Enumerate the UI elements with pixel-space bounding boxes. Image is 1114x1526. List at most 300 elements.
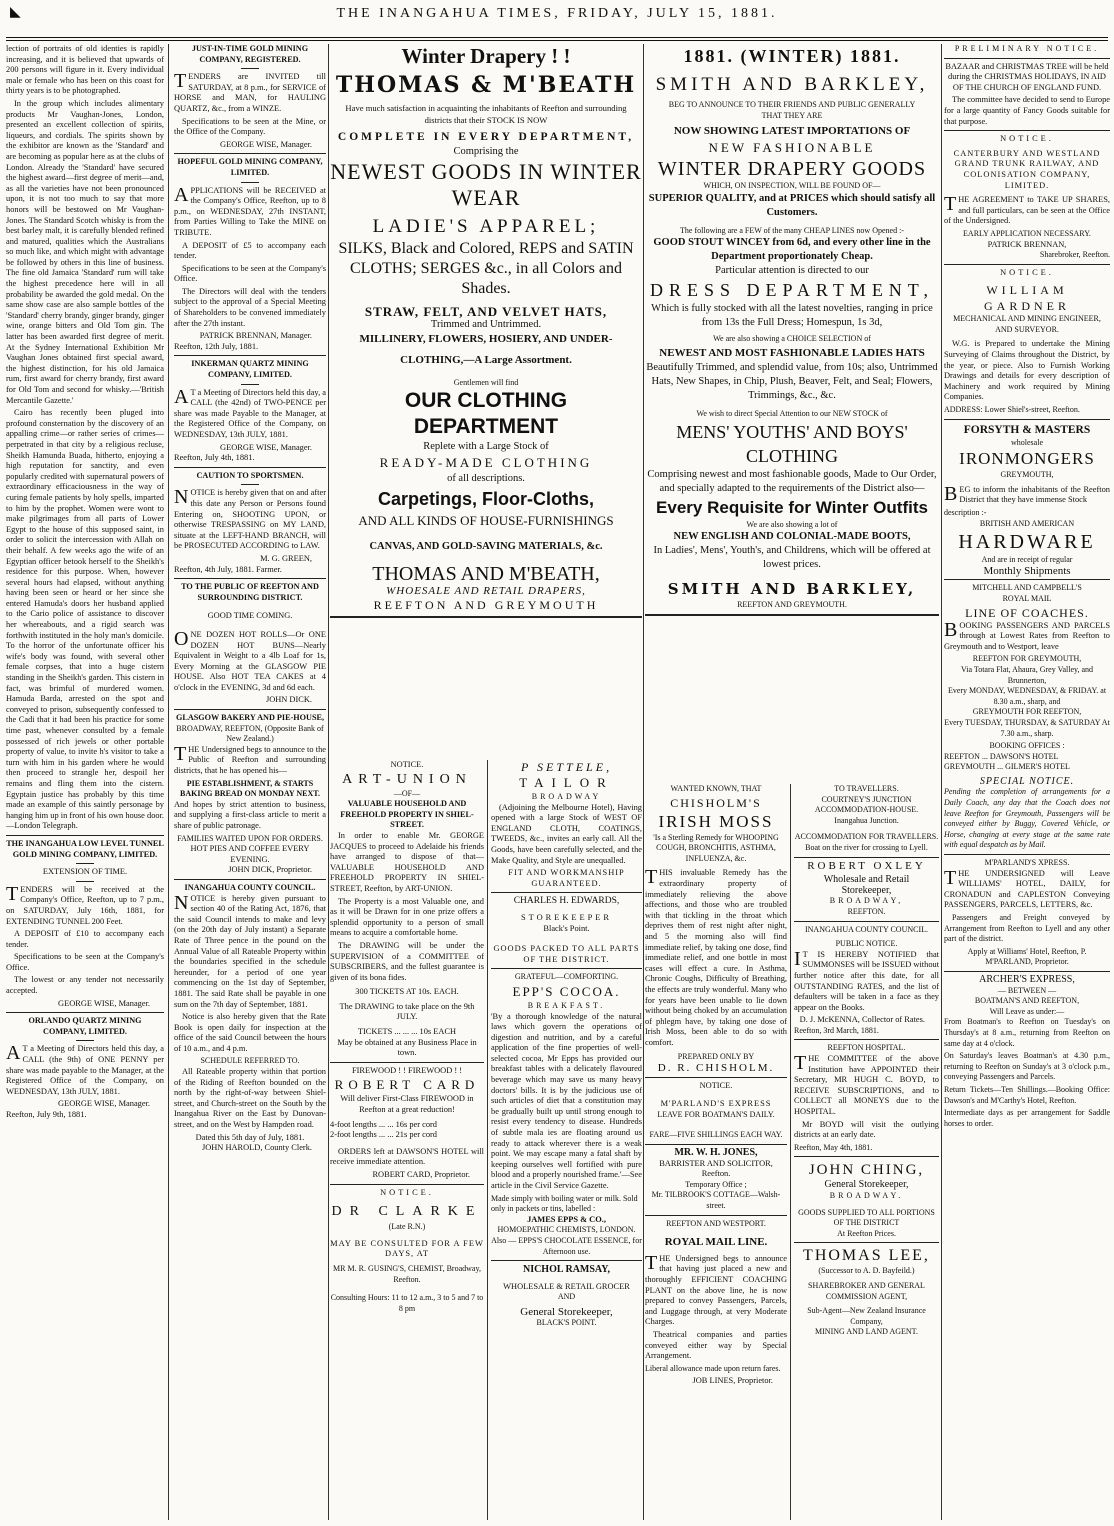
masthead-rule <box>6 37 1108 41</box>
ad-line: BRITISH AND AMERICAN <box>979 518 1075 528</box>
ad-line: description :- <box>944 508 987 517</box>
column-divider <box>328 44 329 1520</box>
column-divider <box>487 760 488 1520</box>
ad-body: And hopes by strict attention to business, and supplying a first-class article to merit a share of public patronage. <box>174 799 326 830</box>
divider <box>794 857 939 858</box>
ad-line: We are also showing a CHOICE SELECTION of <box>713 334 871 344</box>
ad-line: We are also showing a lot of <box>746 519 838 529</box>
ad-body: Mr BOYD will visit the outlying districts at an early date. <box>794 1119 939 1140</box>
ad-line: FIT AND WORKMANSHIP GUARANTEED. <box>508 868 625 888</box>
ad-heading: NOTICE. <box>699 1080 733 1090</box>
ad-line: WANTED KNOWN, THAT <box>670 784 762 793</box>
ad-line: wholesale <box>1011 437 1043 447</box>
masthead <box>0 0 1114 40</box>
ad-line: Storekeeper, <box>841 884 892 896</box>
ad-line: BROADWAY <box>531 792 602 801</box>
divider <box>76 863 94 864</box>
ad-line: HOMOEPATHIC CHEMISTS, LONDON. <box>497 1225 636 1235</box>
ad-lowest: The lowest or any tender not necessarily accepted. <box>6 975 164 996</box>
ad-firm-name: THOMAS & M'BEATH <box>335 72 637 98</box>
ad-line: The following are a FEW of the many CHEAP LINES now Opened :- <box>680 225 904 235</box>
signature: D. J. McKENNA, Collector of Rates. <box>799 1015 925 1025</box>
divider <box>794 1156 939 1157</box>
col4-right-sub <box>794 784 939 1520</box>
ad-title: COURTNEY'S JUNCTION ACCOMMODATION-HOUSE. <box>814 794 919 815</box>
ad-title: DR CLARKE <box>331 1204 483 1220</box>
ad-line: ACCOMMODATION FOR TRAVELLERS. <box>794 832 939 842</box>
ad-line: REEFTON. <box>847 906 886 916</box>
ad-line: Consulting Hours: 11 to 12 a.m., 3 to 5 and 7 to 8 pm <box>330 1293 484 1313</box>
ad-line: We wish to direct Special Attention to our NEW STOCK of <box>696 408 888 418</box>
ad-date: Dated this 5th day of July, 1881. <box>195 1132 305 1142</box>
ad-title: ART-UNION <box>342 771 472 787</box>
ad-body: On Saturday's leaves Boatman's at 4.30 p.m., returning to Reefton on Sunday's at 3 o'clock p.m., conveying Passengers and Parcels. <box>944 1051 1110 1082</box>
ad-line: of all descriptions. <box>447 473 525 485</box>
ad-body: 'By a thorough knowledge of the natural laws which govern the operations of digestion and nutrition, and by a careful application of the fine properties of well-selected cocoa, Mr Epps has provided our breakfast tables with a delicately flavoured beverage which may save us many heavy doctors' bills. It is by the judicious use of such articles of diet that a constitution may be gradually built up until strong enough to resist every tendency to disease. Hundreds of subtle mala ies are floating around us ready to attack wherever there is a weak point. We may escape many a fatal shaft by keeping ourselves well fortified with pure blood and a properly nourished frame.'—See article in the Civil Service Gazette. <box>491 1011 642 1190</box>
divider <box>645 614 939 616</box>
ad-line: In Ladies', Mens', Youth's, and Childrens, which will be offered at lowest prices. <box>653 545 931 571</box>
signature: ROBERT CARD, Proprietor. <box>372 1170 470 1179</box>
divider <box>645 1077 787 1078</box>
signature: PATRICK BRENNAN, Manager. <box>199 331 312 341</box>
col3-right-sub <box>491 760 642 1520</box>
ad-line: NEW ENGLISH AND COLONIAL-MADE BOOTS, <box>673 531 911 543</box>
ad-line: Every TUESDAY, THURSDAY, & SATURDAY At 7.30 a.m., sharp. <box>944 717 1110 738</box>
ad-title: ROBERT CARD <box>334 1077 480 1093</box>
ad-heading: NOTICE. <box>1000 134 1054 144</box>
ad-body: ONE DOZEN HOT ROLLS—Or ONE DOZEN HOT BUNS—Nearly Equivalent in Weight to a 4lb Loaf for 1s, Every Morning at the GLASGOW PIE HOUSE. Also HOT TEA CAKES at 4 o'clock in the EVENING, 3d and 6d each. <box>174 627 326 692</box>
ad-intro: Have much satisfaction in acquainting the inhabitants of Reefton and surrounding districts that their STOCK IS NOW <box>345 103 627 125</box>
ad-specs: Specifications to be seen at the Company's Office. <box>6 952 164 972</box>
divider <box>76 1040 94 1041</box>
ad-body: AT a Meeting of Directors held this day, a CALL (the 9th) of ONE PENNY per share was made payable to the Manager, at the Registered Office of the Company, on WEDNESDAY, 13th JULY, 1881. <box>6 1042 164 1096</box>
divider <box>944 854 1110 855</box>
ad-specs: Specifications to be seen at the Company's Office. <box>174 263 326 284</box>
divider <box>174 879 326 880</box>
ad-line: MAY BE CONSULTED FOR A FEW DAYS, AT <box>330 1238 484 1259</box>
ad-line: LEAVE FOR BOATMAN'S DAILY. <box>657 1109 775 1119</box>
ad-body: The Property is a most Valuable one, and as it will be Drawn for in one prize offers a splendid opportunity to a person of small means to acquire a comfortable home. <box>330 896 484 938</box>
divider <box>944 579 1110 580</box>
ad-line: 300 TICKETS AT 10s. EACH. <box>355 987 459 997</box>
ad-line: General Storekeeper, <box>824 1179 909 1191</box>
ad-date: Reefton, July 4th, 1881. <box>174 453 255 463</box>
ad-line: PATRICK BRENNAN, <box>987 239 1067 249</box>
ad-heading: ORLANDO QUARTZ MINING COMPANY, LIMITED. <box>28 1016 142 1036</box>
ad-body: In order to enable Mr. GEORGE JACQUES to proceed to Adelaide his friends have arranged to dispose of that— VALUABLE HOUSEHOLD AND FREEHOLD PROPERTY IN SHIEL-STREET, Reefton, by ART-UNION. <box>330 830 484 893</box>
ad-body: THE AGREEMENT to TAKE UP SHARES, and full particulars, can be seen at the Office of the Undersigned. <box>944 193 1110 226</box>
ad-line: Particular attention is directed to our <box>715 265 869 277</box>
divider <box>944 130 1110 131</box>
divider <box>491 892 642 893</box>
ad-heading: JUST-IN-TIME GOLD MINING COMPANY, REGISTERED. <box>191 44 309 64</box>
ad-line: FARE—FIVE SHILLINGS EACH WAY. <box>649 1130 783 1140</box>
ad-line: ROYAL MAIL <box>1002 593 1052 603</box>
ad-line: The DRAWING to take place on the 9th JULY. <box>339 1001 475 1022</box>
ad-body: (Adjoining the Melbourne Hotel), Having opened with a large Stock of WEST OF ENGLAND CLOTH, COATINGS, TWEEDS, &c., invites an early call. All the Goods, have been carefully selected, and the Make Quality, and Style are unequalled. <box>491 802 642 865</box>
divider <box>241 384 259 385</box>
ad-line: WHICH, ON INSPECTION, WILL BE FOUND OF— <box>703 181 881 191</box>
ad-body: APPLICATIONS will be RECEIVED at the Company's Office, Reefton, up to 8 p.m., on WEDNESDAY, 27th INSTANT, from Parties Willing to Take the MINE on TRIBUTE. <box>174 183 326 237</box>
ad-heading: SPECIAL NOTICE. <box>979 775 1075 787</box>
ad-date: Reefton, July 9th, 1881. <box>6 1110 87 1119</box>
ad-line: BLACK'S POINT. <box>536 1317 597 1327</box>
ad-body: Passengers and Freight conveyed by Arrangement from Reefton to Lyell and any other part of the district. <box>944 913 1110 944</box>
ad-line: OUR CLOTHING DEPARTMENT <box>404 389 568 439</box>
signature: GEORGE WISE, Manager. <box>220 442 312 452</box>
ad-directors: The Directors will deal with the tenders subject to the approval of a Special Meeting of Shareholders to be convened immediately after the 27th instant. <box>174 286 326 328</box>
ad-line: GREYMOUTH, <box>1000 470 1054 480</box>
ad-title: HARDWARE <box>958 531 1096 554</box>
page-title: THE INANGAHUA TIMES, FRIDAY, JULY 15, 1881. <box>336 6 778 21</box>
ad-body: TENDERS are INVITED till SATURDAY, at 8 p.m., for SERVICE of HORSE and MAN, for HAULING QUARTZ, &c., from a WINZE. <box>174 70 326 113</box>
ad-line: Made simply with boiling water or milk. Sold only in packets or tins, labelled : <box>491 1193 638 1214</box>
ad-line: Monthly Shipments <box>983 564 1071 577</box>
ad-firm-name: SMITH AND BARKLEY, <box>655 74 929 95</box>
ad-line: TICKETS ... ... ... 10s EACH <box>357 1027 457 1037</box>
ad-heading: CAUTION TO SPORTSMEN. <box>196 470 304 480</box>
divider <box>241 182 259 183</box>
ad-body: TENDERS will be received at the Company's Office, Reefton, up to 7 p.m., on SATURDAY, July 16th, 1881, for EXTENDING TUNNEL 200 Feet. <box>6 882 164 926</box>
ad-body: Intermediate days as per arrangement for Saddle horses to order. <box>944 1108 1110 1128</box>
ad-line: GOODS PACKED TO ALL PARTS OF THE DISTRICT. <box>493 944 640 964</box>
ad-line: Gentlemen will find <box>453 377 519 387</box>
ad-line: STOREKEEPER <box>520 912 612 922</box>
ad-title: NICHOL RAMSAY, <box>522 1264 611 1276</box>
ad-title: CHARLES H. EDWARDS, <box>513 896 620 907</box>
ad-line: AND <box>557 1292 576 1302</box>
ad-line: WHOESALE AND RETAIL DRAPERS, <box>386 585 586 598</box>
ad-line: FAMILIES WAITED UPON FOR ORDERS. <box>177 833 323 843</box>
divider <box>241 68 259 69</box>
signature: JOB LINES, Proprietor. <box>692 1376 773 1386</box>
ad-line: Carpetings, Floor-Cloths, <box>378 489 594 510</box>
signature: M. G. GREEN, <box>260 553 312 563</box>
ad-line: Mr. TILBROOK'S COTTAGE—Walsh-street. <box>651 1190 781 1210</box>
ad-line: GREYMOUTH FOR REEFTON, <box>972 707 1082 717</box>
divider <box>944 419 1110 420</box>
ad-line: And are in receipt of regular <box>981 555 1073 565</box>
column-1 <box>6 44 164 1520</box>
divider <box>794 1242 939 1243</box>
column-4 <box>645 44 939 1520</box>
ad-headline: 1881. (WINTER) 1881. <box>683 46 901 66</box>
ad-line: Black's Point. <box>543 923 590 933</box>
ad-heading: ARCHER'S EXPRESS, <box>979 973 1075 985</box>
ad-line: Sub-Agent—New Zealand Insurance Company, <box>807 1306 926 1326</box>
ad-line: REEFTON ... DAWSON'S HOTEL <box>944 751 1059 761</box>
ad-heading: TO THE PUBLIC OF REEFTON AND SURROUNDING DISTRICT. <box>181 582 319 602</box>
ad-line: NOW SHOWING LATEST IMPORTATIONS OF <box>673 125 911 138</box>
ad-body: W.G. is Prepared to undertake the Mining Surveying of Claims throughout the District, by the year, or piece. Also to Furnish Working Drawings and details for every description of Machinery and work required by Mining Companies. <box>944 339 1110 402</box>
ad-line: SHAREBROKER AND GENERAL COMMISSION AGENT, <box>808 1280 925 1301</box>
ad-firm-name: SMITH AND BARKLEY, <box>667 580 917 599</box>
ad-line: REEFTON AND GREYMOUTH. <box>737 600 847 610</box>
ad-line: Inangahua Junction. <box>834 815 899 825</box>
ad-body: ORDERS left at DAWSON'S HOTEL will receive immediate attention. <box>330 1146 484 1167</box>
ad-body: THE UNDERSIGNED will Leave WILLIAMS' HOTEL, DAILY, for CRONADUN and CAPLESTON Conveying PASSENGERS, PARCELS, LETTERS, &c. <box>944 866 1110 910</box>
divider <box>76 881 94 882</box>
ad-line: COMPLETE IN EVERY DEPARTMENT, <box>337 131 635 143</box>
ad-heading: M'PARLAND'S XPRESS. <box>984 858 1070 868</box>
ad-line: BROADWAY. <box>829 1191 904 1200</box>
divider <box>174 355 326 356</box>
ad-body: Return Tickets—Ten Shillings.—Booking Office: Dawson's and M'Carthy's Hotel, Reefton. <box>944 1084 1110 1105</box>
ad-line: BOOKING OFFICES : <box>989 741 1065 751</box>
ad-body: The DRAWING will be under the SUPERVISION of a COMMITTEE of SUBSCRIBERS, and the fullest guarantee is given of its bona fides. <box>330 940 484 982</box>
divider <box>174 153 326 154</box>
ad-line: NEWEST AND MOST FASHIONABLE LADIES HATS <box>659 346 925 359</box>
ad-line: GRATEFUL—COMFORTING. <box>514 972 619 982</box>
ad-line: Comprising newest and most fashionable goods, Made to Our Order, and specially adapted to the requirements of the District also— <box>647 468 937 494</box>
divider <box>330 616 642 618</box>
article-cairo: Cairo has recently been pluged into profound consternation by the discovery of an appalling crime—or rather series of crimes—perpetrated in that city by a religious recluse, Sheikh Hamunda Buada, hitherto, enjoying a high reputation for sanctity, and even popularly credited with supernatural powers of extraordinary efficaciousness in the way of curing female patients by holy spells, imparted to him by the prophet. Women were wont to make pilgrimages from all parts of Lower Egypt to the house of this supposed saint, in order to solicit the intercession with Allah on their behalf. A few weeks ago the wife of an Egyptian officer betook herself to the Sheikh's residence for this purpose. When, however several hours had elapsed, without anything having been seen or heard or her since she entered Hamuda's doors her husband applied to the Cario police of assistance to discover her whereabouts, and a rigid search was forthwith instituted in the holy man's domicile. To the horror of the unfortunate officer his wife's body was found, with several other female corpses, that into a huge cistern standing in the Sheikh's garden. This cistern in fact, was brimful of murdered women. Hamuda Barda, arrested on the spot and conveyed to prison, subsequently confessed to the Cadi that it had been his practice for some time past, whenever consulted by a female possessed of rich jewels or other portable property of value, to invite h's visitor to take a turn with him in his garden where he would then proceed to strangle her, despoil her remains and fling them into the cistern. Egyptain justice has probably by this time made an example of this saintly personage by hanging him up in front of his own house door.—London Telegraph. <box>6 408 164 831</box>
divider <box>6 1012 164 1013</box>
ad-specs: Specifications to be seen at the Mine, or the Office of the Company. <box>174 116 326 137</box>
ad-title: JOHN CHING, <box>808 1162 925 1179</box>
ad-line: READY-MADE CLOTHING <box>379 455 593 471</box>
ad-line: 2-foot lengths ... ... 21s per cord <box>330 1130 437 1140</box>
ad-title: LINE OF COACHES. <box>965 605 1089 620</box>
ad-body: BOOKING PASSENGERS AND PARCELS through at Lowest Rates from Reefton to Greymouth and to Westport, leave <box>944 618 1110 651</box>
ad-address: BROADWAY, REEFTON, (Opposite Bank of New Zealand.) <box>176 723 324 744</box>
ad-line: Every Requisite for Winter Outfits <box>656 497 928 517</box>
column-5 <box>944 44 1110 1520</box>
ad-line: REEFTON FOR GREYMOUTH, <box>972 654 1082 664</box>
ad-body: AT a Meeting of Directors held this day, a CALL (the 42nd) of TWO-PENCE per share was made Payable to the Manager, at the Registered Office of the Company, on WEDNESDAY, 13th JULY, 1881. <box>174 385 326 439</box>
ad-heading: INANGAHUA COUNTY COUNCIL. <box>804 924 929 934</box>
ad-line: MILLINERY, FLOWERS, HOSIERY, AND UNDER- <box>359 332 613 345</box>
divider <box>491 1260 642 1261</box>
ad-line: PIE ESTABLISHMENT, & STARTS BAKING BREAD ON MONDAY NEXT. <box>180 778 320 799</box>
ad-line: —OF— <box>393 788 421 798</box>
ad-line: NEW FASHIONABLE <box>708 140 876 156</box>
ad-heading: REEFTON AND WESTPORT. <box>666 1218 766 1228</box>
divider <box>330 1062 484 1063</box>
ad-line: MR M. R. GUSING'S, CHEMIST, Broadway, Reefton. <box>333 1263 481 1284</box>
ad-line: CLOTHS; SERGES &c., in all Colors and Shades. <box>350 260 622 297</box>
ad-heading: GLASGOW BAKERY AND PIE-HOUSE, <box>175 713 325 723</box>
ad-body: Notice is also hereby given that the Rate Book is open daily for inspection at the office of the said Council between the hours of 10 a.m., and 4 p.m. <box>174 1012 326 1053</box>
ad-title: MR. W. H. JONES, <box>674 1147 758 1159</box>
ad-body: The committee have decided to send to Europe for a large quantity of Fancy Goods suitable for that purpose. <box>944 95 1110 126</box>
ad-line: MENS' YOUTHS' AND BOYS' CLOTHING <box>676 421 908 466</box>
ad-line: Comprising the <box>453 146 519 157</box>
ad-line: NEWEST GOODS IN WINTER WEAR <box>330 159 642 210</box>
ad-body: Pending the completion of arrangements for a Daily Coach, any day that the Coach does not leave Reefton for Greymouth, Passengers will be conveyed either by Buggy, Covered Vehicle, or Horse, changing at every stage at the same rate with equal despatch as by Mail. <box>944 787 1110 850</box>
ad-body: IT IS HEREBY NOTIFIED that SUMMONSES will be ISSUED without further notice after this date, for all OUTSTANDING RATES, and the list of defaulters will be taken in a face as they appear on the Books. <box>794 947 939 1012</box>
ad-heading: PRELIMINARY NOTICE. <box>954 44 1100 53</box>
ad-line: Trimmed and Untrimmed. <box>430 318 542 330</box>
ad-line: WINTER DRAPERY GOODS <box>657 158 927 181</box>
ad-title: EPP'S COCOA. <box>512 983 621 999</box>
ad-line: BROADWAY, <box>829 896 904 906</box>
article-portraits: lection of portraits of old identies is rapidly increasing, and it is believed that upwards of 200 persons will figure in it. Every individual male or female who has been on this coast for thirty years is to be photographed. <box>6 44 164 96</box>
ad-line: VALUABLE HOUSEHOLD AND FREEHOLD PROPERTY IN SHIEL-STREET. <box>340 799 474 830</box>
ad-heading: THE INANGAHUA LOW LEVEL TUNNEL GOLD MINING COMPANY, LIMITED. <box>6 838 164 859</box>
ad-line: May be obtained at any Business Place in town. <box>337 1037 477 1058</box>
divider <box>330 1184 484 1185</box>
ad-heading: HOPEFUL GOLD MINING COMPANY, LIMITED. <box>177 157 323 177</box>
divider <box>491 968 642 969</box>
ad-date: Reefton, 12th July, 1881. <box>174 341 259 351</box>
ad-line: Via Totara Flat, Ahaura, Grey Valley, and Brunnerton, <box>960 664 1094 685</box>
ad-line: Beautifully Trimmed, and splendid value, from 10s; also, Untrimmed Hats, New Shapes, in Chip, Plush, Beaver, Felt, and Seal; Flowers, Trimmings, &c., &c. <box>646 361 938 401</box>
ad-line: DRESS DEPARTMENT, <box>650 280 934 301</box>
ad-body: NOTICE is hereby given that on and after this date any Person or Persons found Entering on, SHOOTING UPON, or otherwise TRESPASSING on MY LAND, situate at the LEFT-HAND BRANCH, will be PROSECUTED ACCORDING to LAW. <box>174 486 326 551</box>
signature: GEORGE WISE, Manager. <box>220 139 312 149</box>
ad-title: CHISHOLM'S <box>670 795 762 810</box>
ad-firm-name: THOMAS AND M'BEATH, <box>372 563 600 586</box>
ad-heading: INANGAHUA COUNTY COUNCIL. <box>184 882 316 892</box>
divider <box>645 1215 787 1216</box>
ad-line: CANTERBURY AND WESTLAND GRAND TRUNK RAILWAY, AND COLONISATION COMPANY, LIMITED. <box>953 148 1101 190</box>
ad-heading: NOTICE. <box>1000 267 1054 277</box>
ad-line: JAMES EPPS & CO., <box>527 1214 606 1224</box>
ad-title: FORSYTH & MASTERS <box>963 423 1091 436</box>
ad-line: BEG TO ANNOUNCE TO THEIR FRIENDS AND PUBLIC GENERALLY THAT THEY ARE <box>668 100 916 120</box>
ad-line: PUBLIC NOTICE. <box>835 939 898 949</box>
column-3 <box>330 44 642 1520</box>
signature: JOHN HAROLD, County Clerk. <box>201 1143 312 1153</box>
ad-headline: Winter Drapery ! ! <box>401 44 571 68</box>
ad-line: BREAKFAST. <box>527 1000 606 1010</box>
ad-heading: INKERMAN QUARTZ MINING COMPANY, LIMITED. <box>191 359 309 380</box>
ad-line: (Successor to A. D. Bayfeild.) <box>818 1266 915 1276</box>
ad-heading: MITCHELL AND CAMPBELL'S <box>972 583 1082 593</box>
ad-body: THE COMMITTEE of the above Institution have APPOINTED their Secretary, MR HUGH C. BOYD, to RECEIVE SUBSCRIPTIONS, and to COLLECT all MONEYS due to the HOSPITAL. <box>794 1052 939 1117</box>
ad-line: Will Leave as under:— <box>989 1006 1065 1016</box>
ad-date: Reefton, 3rd March, 1881. <box>794 1025 879 1035</box>
ad-line: GREYMOUTH ... GILMER'S HOTEL <box>944 762 1070 772</box>
divider <box>645 1144 787 1145</box>
column-divider <box>790 784 791 1520</box>
divider <box>794 921 939 922</box>
ad-title: P SETTELE, <box>520 760 613 774</box>
ad-body: All Rateable property within that portion of the Riding of Reefton bounded on the north by the right-of-way between Shiel-street, and Church-street on the South by the Inangahua River on the East by Dunovan-street, and on the West by Hampden road. <box>174 1067 326 1130</box>
ad-line: REEFTON AND GREYMOUTH <box>373 597 599 612</box>
ad-title: ROYAL MAIL LINE. <box>664 1236 768 1249</box>
signature: GEORGE WISE, Manager. <box>58 998 150 1008</box>
ad-title: ROBERT OXLEY <box>807 859 926 872</box>
ad-body: Theatrical companies and parties conveyed either way by Special Arrangement. <box>645 1329 787 1361</box>
ad-line: SCHEDULE REFERRED TO. <box>200 1056 300 1066</box>
ad-line: Every MONDAY, WEDNESDAY, & FRIDAY. at 8.30 a.m., sharp, and <box>947 686 1107 706</box>
ad-line: Temporary Office ; <box>685 1179 747 1189</box>
corner-mark-icon: ◣ <box>10 5 21 20</box>
divider <box>174 578 326 579</box>
ad-line: Also — EPPS'S CHOCOLATE ESSENCE, for Afternoon use. <box>491 1235 642 1256</box>
ad-heading: TO TRAVELLERS. <box>834 784 899 793</box>
ad-line: SUPERIOR QUALITY, and at PRICES which should satisfy all Customers. <box>648 192 936 218</box>
col4-left-sub <box>645 784 787 1520</box>
ad-line: ADDRESS: Lower Shiel's-street, Reefton. <box>944 405 1080 415</box>
ad-body: THE Undersigned begs to announce to the Public of Reefton and surrounding districts, that he has opened his— <box>174 742 326 776</box>
ad-line: EARLY APPLICATION NECESSARY. <box>963 228 1091 238</box>
ad-subheading: GOOD TIME COMING. <box>207 611 293 621</box>
ad-subheading: EXTENSION OF TIME. <box>42 867 128 877</box>
signature: JOHN DICK, Proprietor. <box>228 865 312 875</box>
ad-heading: NOTICE. <box>380 1187 434 1197</box>
ad-line: GOOD STOUT WINCEY from 6d, and every other line in the Department proportionately Cheap. <box>653 237 931 263</box>
ad-line: WHOLESALE & RETAIL GROCER <box>503 1281 630 1291</box>
ad-heading: FIREWOOD ! ! FIREWOOD ! ! <box>351 1065 463 1075</box>
ad-line: LADIE'S APPAREL; <box>372 216 600 237</box>
ad-body: Will deliver First-Class FIREWOOD in Reefton at a great reduction! <box>340 1094 474 1115</box>
ad-title: TAILOR <box>519 775 614 790</box>
ad-line: Sharebroker, Reefton. <box>1039 250 1110 260</box>
ad-body: BEG to inform the inhabitants of the Reefton District that they have immense Stock <box>944 482 1110 505</box>
ad-line: BOATMAN'S AND REEFTON, <box>974 996 1080 1006</box>
ad-title: M'PARLAND'S EXPRESS <box>660 1099 772 1109</box>
ad-line: MECHANICAL AND MINING ENGINEER, AND SURVEYOR. <box>953 314 1101 334</box>
ad-line: CANVAS, AND GOLD-SAVING MATERIALS, &c. <box>369 541 603 553</box>
ad-body: Liberal allowance made upon return fares. <box>645 1363 781 1373</box>
ad-line: At Reefton Prices. <box>837 1228 896 1238</box>
ad-line: 4-foot lengths ... ... 16s per cord <box>330 1119 437 1129</box>
ad-line: Wholesale and Retail <box>823 874 910 886</box>
column-divider <box>941 44 942 1520</box>
divider <box>241 484 259 485</box>
ad-line: GOODS SUPPLIED TO ALL PORTIONS OF THE DISTRICT <box>798 1207 935 1228</box>
ad-line: — BETWEEN — <box>997 985 1057 995</box>
column-divider <box>643 44 644 1520</box>
column-2 <box>174 44 326 1520</box>
column-divider <box>168 44 169 1520</box>
ad-body: Apply at Williams' Hotel, Reefton, P. M'PARLAND, Proprietor. <box>967 946 1087 967</box>
ad-body: BAZAAR and CHRISTMAS TREE will be held during the CHRISTMAS HOLIDAYS, IN AID OF THE CHURCH OF ENGLAND FUND. <box>945 61 1109 92</box>
ad-date: Reefton, 4th July, 1881. Farmer. <box>174 564 282 574</box>
ad-line: PREPARED ONLY BY <box>677 1052 755 1062</box>
ad-line: Which is fully stocked with all the latest novelties, ranging in price from 13s the Full Dress; Homespun, 1s 3d, <box>651 303 933 329</box>
divider <box>174 467 326 468</box>
ad-body: NOTICE is hereby given pursuant to section 40 of the Rating Act, 1876, that the said Council intends to make and levy (on the 20th day of July instant) a Separate Rate of Three pence in the pound on the Annual Value of all Rateable Property within the boundaries specified in the schedule hereunder, for a period of one year commencing on the 1st day of September, 1881. The said Rate shall be payable in one sum on the 7th day of September, 1881. <box>174 891 326 1009</box>
col3-left-sub <box>330 760 484 1520</box>
divider <box>174 709 326 710</box>
ad-heading: NOTICE. <box>390 760 424 769</box>
ad-line: (Late R.N.) <box>388 1222 426 1232</box>
divider <box>794 1039 939 1040</box>
ad-line: HOT PIES AND COFFEE EVERY EVENING. <box>190 844 310 864</box>
ad-deposit: A DEPOSIT of £10 to accompany each tender. <box>6 929 164 949</box>
ad-line: STRAW, FELT, AND VELVET HATS, <box>364 304 608 319</box>
article-spirits: In the group which includes alimentary products Mr Vaughan-Jones, London, presented an excellent collection of spirits, liqueurs, and cordials. The spirits shown by the exhibitor are known as the 'Standard' and are becoming as popular here as at the clubs of London. Already the 'Standard' have secured the highest award—first degree of merit—and, as all the varieties have not been pronounced upon, it is not too much to say that more honors will be bestowed on Mr Vaughan-Jones. The Standard Scotch whisky is from the best barley malt, it is carefully blended refined and matured, qualities which the Australians so much like, and which might with advantage be followed by others in this line of business. The fine old Jamaica 'Standard' rum will take the highest precedence here will in all probability be awarded the gold medal. On the same show case are also sample bottles of the 'Standard' cherry brandy, ginger brandy, ginger wine, orange bitters and Old Tom gin. The latter has been awarded first degree of merit. At the Sydney International Exhibition Mr Vaughan Jones obtained first special award, the highest distinction, for his old Jamaica rum, first award for cherry brandy, first award for Old Tom and second for whisky.—'British Mercantile Gazette.' <box>6 98 164 405</box>
ad-line: CLOTHING,—A Large Assortment. <box>400 353 572 366</box>
ad-line: Boat on the river for crossing to Lyell. <box>805 842 928 852</box>
ad-body: THE Undersigned begs to announce that having just placed a new and thoroughly EFFICIENT COACHING PLANT on the above line, he is now prepared to convey Passengers, Parcels, and Luggage through, at very Moderate Charges. <box>645 1251 787 1327</box>
ad-line: Replete with a Large Stock of <box>423 441 549 453</box>
divider <box>944 58 1110 59</box>
ad-line: 'Is a Sterling Remedy for WHOOPING COUGH, BRONCHITIS, ASTHMA, INFLUENZA, &c. <box>653 832 779 863</box>
ad-deposit: A DEPOSIT of £5 to accompany each tender. <box>174 240 326 261</box>
ad-title: IRONMONGERS <box>959 449 1095 469</box>
divider <box>944 971 1110 972</box>
ad-heading: REEFTON HOSPITAL. <box>827 1043 906 1053</box>
ad-line: D. R. CHISHOLM. <box>657 1062 775 1075</box>
ad-body: BARRISTER AND SOLICITOR, Reefton. <box>659 1158 773 1179</box>
ad-line: General Storekeeper, <box>520 1305 613 1318</box>
divider <box>944 264 1110 265</box>
ad-date: Reefton, May 4th, 1881. <box>794 1142 873 1152</box>
ad-title: WILLIAM GARDNER <box>983 283 1070 314</box>
ad-body: THIS invaluable Remedy has the extraordinary property of immediately relieving the above affections, and those who are troubled with that tickling in the throat which deprives them of rest night after night, and 5 the morning also will find immediate relief, by taking one dose, find immediate relief, and one bottle in most cases will effect a cure. In Asthma, Chronic Coughs, Difficulty of Breathing, the effects are truly wonderful. Many who for years have been unable to lie down without being choked by an accumulation of phlegm have, by taking one dose of Irish Moss, been able to do so with comfort. <box>645 866 787 1047</box>
ad-title: THOMAS LEE, <box>803 1247 930 1265</box>
signature: JOHN DICK. <box>265 695 312 705</box>
ad-line: SILKS, Black and Colored, REPS and SATIN <box>338 240 634 257</box>
ad-title: IRISH MOSS <box>658 811 774 831</box>
signature: GEORGE WISE, Manager. <box>58 1099 150 1109</box>
ad-line: MINING AND LAND AGENT. <box>815 1327 918 1337</box>
